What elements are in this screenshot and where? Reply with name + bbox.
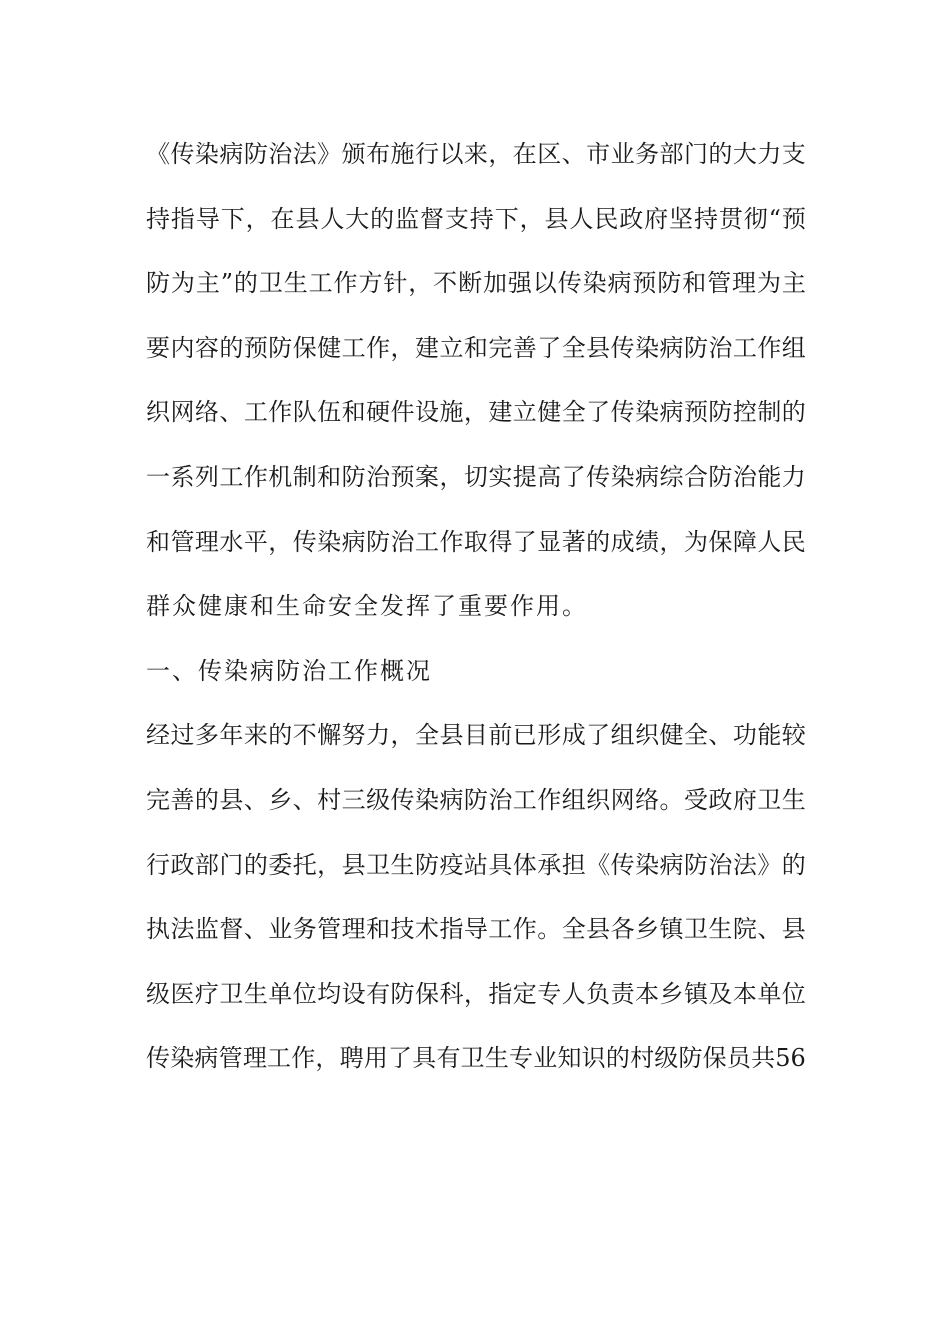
document-body	[146, 122, 806, 1091]
paragraph-line: 《 传 染 病 防 治 法 》 颁 布 施 行 以 来 ， 在 区 、 市 业 务 部 门 的 大 力 支	[146, 140, 806, 168]
paragraph-line: 级 医 疗 卫 生 单 位 均 设 有 防 保 科 ， 指 定 专 人 负 责 本 乡 镇 及 本 单 位	[146, 979, 806, 1008]
paragraph-line: 行 政 部 门 的 委 托 ， 县 卫 生 防 疫 站 具 体 承 担 《 传 染 病 防 治 法 》 的	[146, 850, 806, 879]
paragraph-line: 经 过 多 年 来 的 不 懈 努 力 ， 全 县 目 前 已 形 成 了 组 织 健 全 、 功 能 较	[146, 721, 806, 750]
section-heading: 一、传染病防治工作概况	[146, 656, 432, 685]
paragraph-line: 持 指 导 下 ， 在 县 人 大 的 监 督 支 持 下 ， 县 人 民 政 府 坚 持 贯 彻 “ 预	[146, 204, 806, 233]
paragraph-last-line: 群众健康和生命安全发挥了重要作用。	[146, 592, 588, 621]
paragraph-line: 一 系 列 工 作 机 制 和 防 治 预 案 ， 切 实 提 高 了 传 染 病 综 合 防 治 能 力	[146, 462, 806, 491]
paragraph-line: 和 管 理 水 平 ， 传 染 病 防 治 工 作 取 得 了 显 著 的 成 绩 ， 为 保 障 人 民	[146, 527, 806, 556]
paragraph-line: 防 为 主 ” 的 卫 生 工 作 方 针 ， 不 断 加 强 以 传 染 病 预 防 和 管 理 为 主	[146, 269, 806, 298]
paragraph-line: 织 网 络 、 工 作 队 伍 和 硬 件 设 施 ， 建 立 健 全 了 传 染 病 预 防 控 制 的	[146, 398, 806, 427]
paragraph-line: 完 善 的 县 、 乡 、 村 三 级 传 染 病 防 治 工 作 组 织 网 络 。 受 政 府 卫 生	[146, 785, 806, 814]
paragraph-line: 要 内 容 的 预 防 保 健 工 作 ， 建 立 和 完 善 了 全 县 传 染 病 防 治 工 作 组	[146, 333, 806, 362]
paragraph-line: 传 染 病 管 理 工 作 ， 聘 用 了 具 有 卫 生 专 业 知 识 的 村 级 防 保 员 共 56	[146, 1044, 806, 1073]
paragraph-line: 执 法 监 督 、 业 务 管 理 和 技 术 指 导 工 作 。 全 县 各 乡 镇 卫 生 院 、 县	[146, 915, 806, 944]
